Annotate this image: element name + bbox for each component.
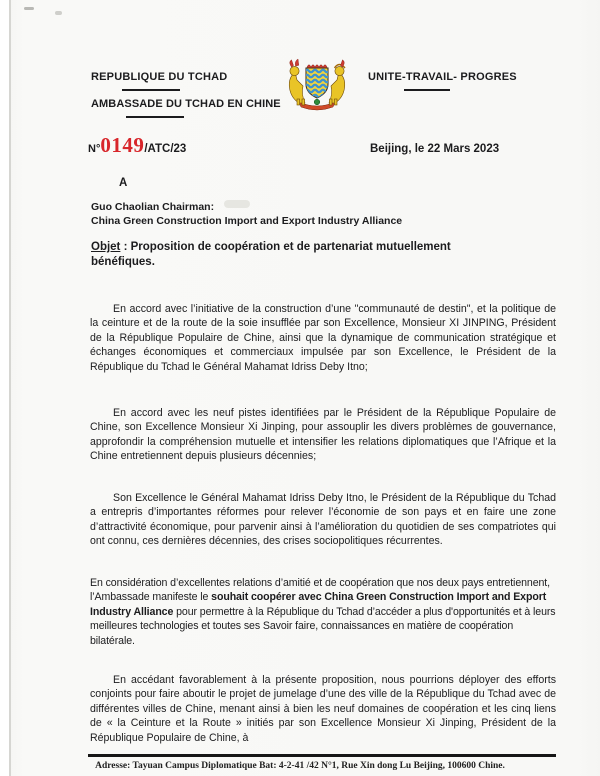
date-line: Beijing, le 22 Mars 2023 <box>370 143 500 155</box>
body-paragraph-3: Son Excellence le Général Mahamat Idriss Deby Itno, le Président de la République du Tchad a entrepris d’importantes réformes pour relever l’économie de son pays et en faire une zone d’attractivité économique, pour parvenir ainsi à l’amélioration du quotidien de ses compatriotes qui ont connu, ces dernières décennies, des crises sociopolitiques récurrentes. <box>90 492 556 548</box>
motto-underline <box>404 89 450 91</box>
reference-suffix: /ATC/23 <box>144 143 187 155</box>
republic-title: REPUBLIQUE DU TCHAD <box>91 71 228 83</box>
salutation: A <box>119 177 128 189</box>
paragraph4-text: En considération d’excellentes relations d’amitié et de coopération que nos deux pays entretiennent, l’Ambassade manifeste le <box>90 577 550 604</box>
footer-address: Adresse: Tayuan Campus Diplomatique Bat: 4-2-41 /42 N°1, Rue Xin dong Lu Beijing, 100600 Chine. <box>95 761 505 771</box>
footer-rule <box>88 754 556 757</box>
reference-number <box>88 133 186 158</box>
scan-speck <box>24 7 34 10</box>
subject-separator: : <box>120 241 131 253</box>
reference-digits: 0149 <box>100 133 145 157</box>
chad-coat-of-arms-icon <box>282 58 352 119</box>
subject-label: Objet <box>91 241 121 253</box>
embassy-underline <box>126 116 184 118</box>
body-paragraph-2: En accord avec les neuf pistes identifiées par le Président de la République Populaire de Chine, son Excellence Monsieur Xi Jinping, pour assouplir les divers problèmes de gouvernance, approfondir la compréhension mutuelle et intensifier les relations diplomatiques que l’Afrique et la Chine entretiennent depuis plusieurs décennies; <box>90 407 556 463</box>
paragraph4-bold-text: souhait coopérer avec China Green Construction Import and Export Industry Alliance <box>90 591 547 618</box>
embassy-title: AMBASSADE DU TCHAD EN CHINE <box>91 98 281 110</box>
scan-smudge <box>224 200 250 208</box>
subject-line <box>91 240 511 270</box>
body-paragraph-1: En accord avec l’initiative de la construction d’une "communauté de destin", et la politique de la ceinture et de la route de la soie insufflée par son Excellence, Monsieur XI JINPING, Président de la République Populaire de Chine, ainsi que la dynamique de communication stratégique et échanges économiques et commerciaux impulsée par son Excellence, le Président de la République du Tchad le Général Mahamat Idriss Deby Itno; <box>90 303 556 373</box>
reference-prefix: N° <box>88 143 101 155</box>
body-paragraph-4 <box>90 576 556 648</box>
scan-edge-line <box>9 0 11 776</box>
paragraph4-text: pour permettre à la République du Tchad d’accéder a plus d'opportunités et à leurs meilleures technologies et toutes ses Savoir faire, connaissances en matière de coopération bilatérale. <box>90 605 556 647</box>
scan-speck <box>55 11 62 15</box>
scan-edge-strip <box>0 0 9 776</box>
recipient-organization: China Green Construction Import and Export Industry Alliance <box>91 215 403 227</box>
subject-text: Proposition de coopération et de partenariat mutuellement bénéfiques. <box>91 241 451 268</box>
body-paragraph-5: En accédant favorablement à la présente proposition, nous pourrions déployer des efforts conjoints pour faire aboutir le projet de jumelage d’une des ville de la République du Tchad avec de différentes villes de Chine, menant ainsi à bien les neuf domaines de coopération et les cinq liens de « la Ceinture et la Route » initiés par son Excellence Monsieur Xi Jinping, Président de la République Populaire de Chine, à <box>90 674 556 744</box>
republic-underline <box>122 89 180 91</box>
recipient-name: Guo Chaolian Chairman: <box>91 201 215 213</box>
national-motto: UNITE-TRAVAIL- PROGRES <box>368 71 517 83</box>
